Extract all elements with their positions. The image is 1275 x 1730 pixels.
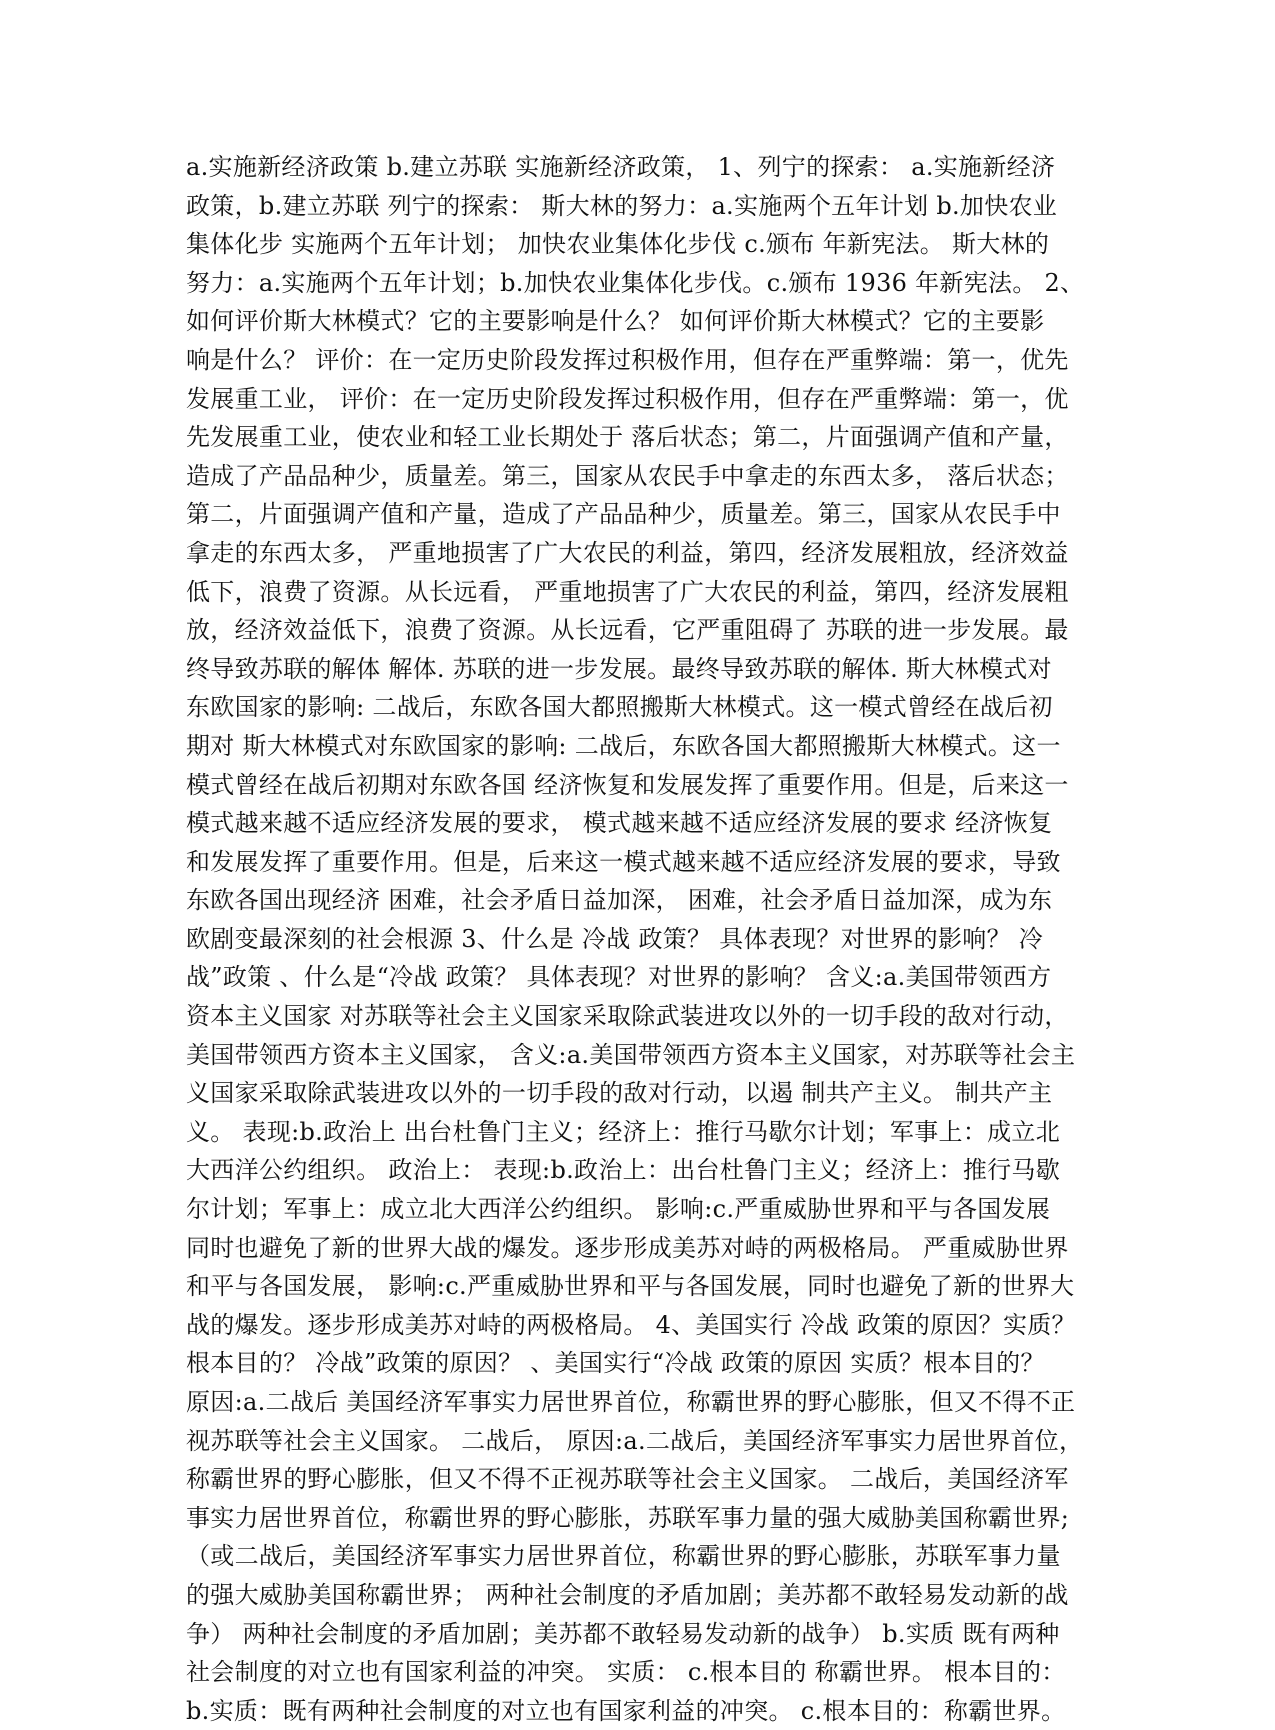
text-line: 同时也避免了新的世界大战的爆发。逐步形成美苏对峙的两极格局。 严重威胁世界 <box>186 1233 1069 1262</box>
text-line: 的强大威胁美国称霸世界； 两种社会制度的矛盾加剧；美苏都不敢轻易发动新的战 <box>186 1580 1069 1609</box>
text-line: 争） 两种社会制度的矛盾加剧；美苏都不敢轻易发动新的战争） b.实质 既有两种 <box>186 1619 1060 1648</box>
text-line: 和平与各国发展， 影响:c.严重威胁世界和平与各国发展，同时也避免了新的世界大 <box>186 1272 1075 1301</box>
text-line: 响是什么？ 评价：在一定历史阶段发挥过积极作用，但存在严重弊端：第一，优先 <box>186 345 1069 374</box>
text-line: 战”政策 、什么是“冷战 政策？ 具体表现？对世界的影响？ 含义:a.美国带领西方 <box>186 963 1052 992</box>
text-line: 努力：a.实施两个五年计划；b.加快农业集体化步伐。c.颁布 1936 年新宪法。 2、 <box>186 268 1085 297</box>
text-line: 事实力居世界首位，称霸世界的野心膨胀，苏联军事力量的强大威胁美国称霸世界; <box>186 1503 1070 1532</box>
text-line: 视苏联等社会主义国家。 二战后， 原因:a.二战后，美国经济军事实力居世界首位， <box>186 1426 1084 1455</box>
text-line: 和发展发挥了重要作用。但是，后来这一模式越来越不适应经济发展的要求，导致 <box>186 847 1061 876</box>
text-line: 造成了产品品种少，质量差。第三，国家从农民手中拿走的东西太多， 落后状态； <box>186 461 1069 490</box>
text-line: 原因:a.二战后 美国经济军事实力居世界首位，称霸世界的野心膨胀，但又不得不正 <box>186 1388 1076 1416</box>
text-line: 如何评价斯大林模式？它的主要影响是什么？ 如何评价斯大林模式？它的主要影 <box>186 307 1045 336</box>
text-line: 社会制度的对立也有国家利益的冲突。 实质： c.根本目的 称霸世界。 根本目的： <box>186 1658 1066 1687</box>
text-line: a.实施新经济政策 b.建立苏联 实施新经济政策， 1、列宁的探索： a.实施新经济 <box>186 153 1056 181</box>
text-line: 集体化步 实施两个五年计划； 加快农业集体化步伐 c.颁布 年新宪法。 斯大林的 <box>186 230 1050 259</box>
text-line: 期对 斯大林模式对东欧国家的影响: 二战后，东欧各国大都照搬斯大林模式。这一 <box>186 731 1061 760</box>
text-line: 低下，浪费了资源。从长远看， 严重地损害了广大农民的利益，第四，经济发展粗 <box>186 577 1069 606</box>
text-line: 美国带领西方资本主义国家， 含义:a.美国带领西方资本主义国家，对苏联等社会主 <box>186 1040 1076 1069</box>
text-line: 放，经济效益低下，浪费了资源。从长远看，它严重阻碍了 苏联的进一步发展。最 <box>186 616 1069 645</box>
text-line: 欧剧变最深刻的社会根源 3、什么是 冷战 政策？ 具体表现？对世界的影响？ 冷 <box>186 924 1044 953</box>
text-line: 战的爆发。逐步形成美苏对峙的两极格局。 4、美国实行 冷战 政策的原因？实质？ <box>186 1310 1076 1339</box>
text-line: 东欧各国出现经济 困难，社会矛盾日益加深， 困难，社会矛盾日益加深，成为东 <box>186 886 1053 915</box>
text-line: 拿走的东西太多， 严重地损害了广大农民的利益，第四，经济发展粗放，经济效益 <box>186 538 1069 567</box>
text-line: 资本主义国家 对苏联等社会主义国家采取除武装进攻以外的一切手段的敌对行动， <box>186 1002 1069 1031</box>
text-line: 终导致苏联的解体 解体. 苏联的进一步发展。最终导致苏联的解体. 斯大林模式对 <box>186 654 1052 683</box>
text-line: 发展重工业， 评价：在一定历史阶段发挥过积极作用，但存在严重弊端：第一，优 <box>186 384 1069 413</box>
text-line: 义。 表现:b.政治上 出台杜鲁门主义；经济上：推行马歇尔计划；军事上：成立北 <box>186 1117 1061 1146</box>
text-line: 第二，片面强调产值和产量，造成了产品品种少，质量差。第三，国家从农民手中 <box>186 500 1061 529</box>
text-line: 先发展重工业，使农业和轻工业长期处于 落后状态；第二，片面强调产值和产量， <box>186 423 1069 452</box>
text-line: 政策，b.建立苏联 列宁的探索： 斯大林的努力：a.实施两个五年计划 b.加快农业 <box>186 191 1058 220</box>
text-line: 大西洋公约组织。 政治上： 表现:b.政治上：出台杜鲁门主义；经济上：推行马歇 <box>186 1156 1061 1185</box>
text-line: 东欧国家的影响: 二战后，东欧各国大都照搬斯大林模式。这一模式曾经在战后初 <box>186 693 1053 722</box>
text-line: 根本目的？ 冷战”政策的原因？ 、美国实行“冷战 政策的原因 实质？根本目的？ <box>186 1349 1045 1378</box>
text-line: b.实质：既有两种社会制度的对立也有国家利益的冲突。 c.根本目的：称霸世界。 <box>186 1696 1066 1725</box>
text-line: 义国家采取除武装进攻以外的一切手段的敌对行动，以遏 制共产主义。 制共产主 <box>186 1079 1053 1108</box>
text-line: （或二战后，美国经济军事实力居世界首位，称霸世界的野心膨胀，苏联军事力量 <box>186 1542 1061 1571</box>
text-line: 尔计划；军事上：成立北大西洋公约组织。 影响:c.严重威胁世界和平与各国发展 <box>186 1195 1051 1224</box>
body-text <box>186 148 1091 1730</box>
text-line: 模式曾经在战后初期对东欧各国 经济恢复和发展发挥了重要作用。但是，后来这一 <box>186 770 1069 799</box>
text-line: 模式越来越不适应经济发展的要求， 模式越来越不适应经济发展的要求 经济恢复 <box>186 809 1053 838</box>
text-line: 称霸世界的野心膨胀，但又不得不正视苏联等社会主义国家。 二战后，美国经济军 <box>186 1465 1069 1494</box>
